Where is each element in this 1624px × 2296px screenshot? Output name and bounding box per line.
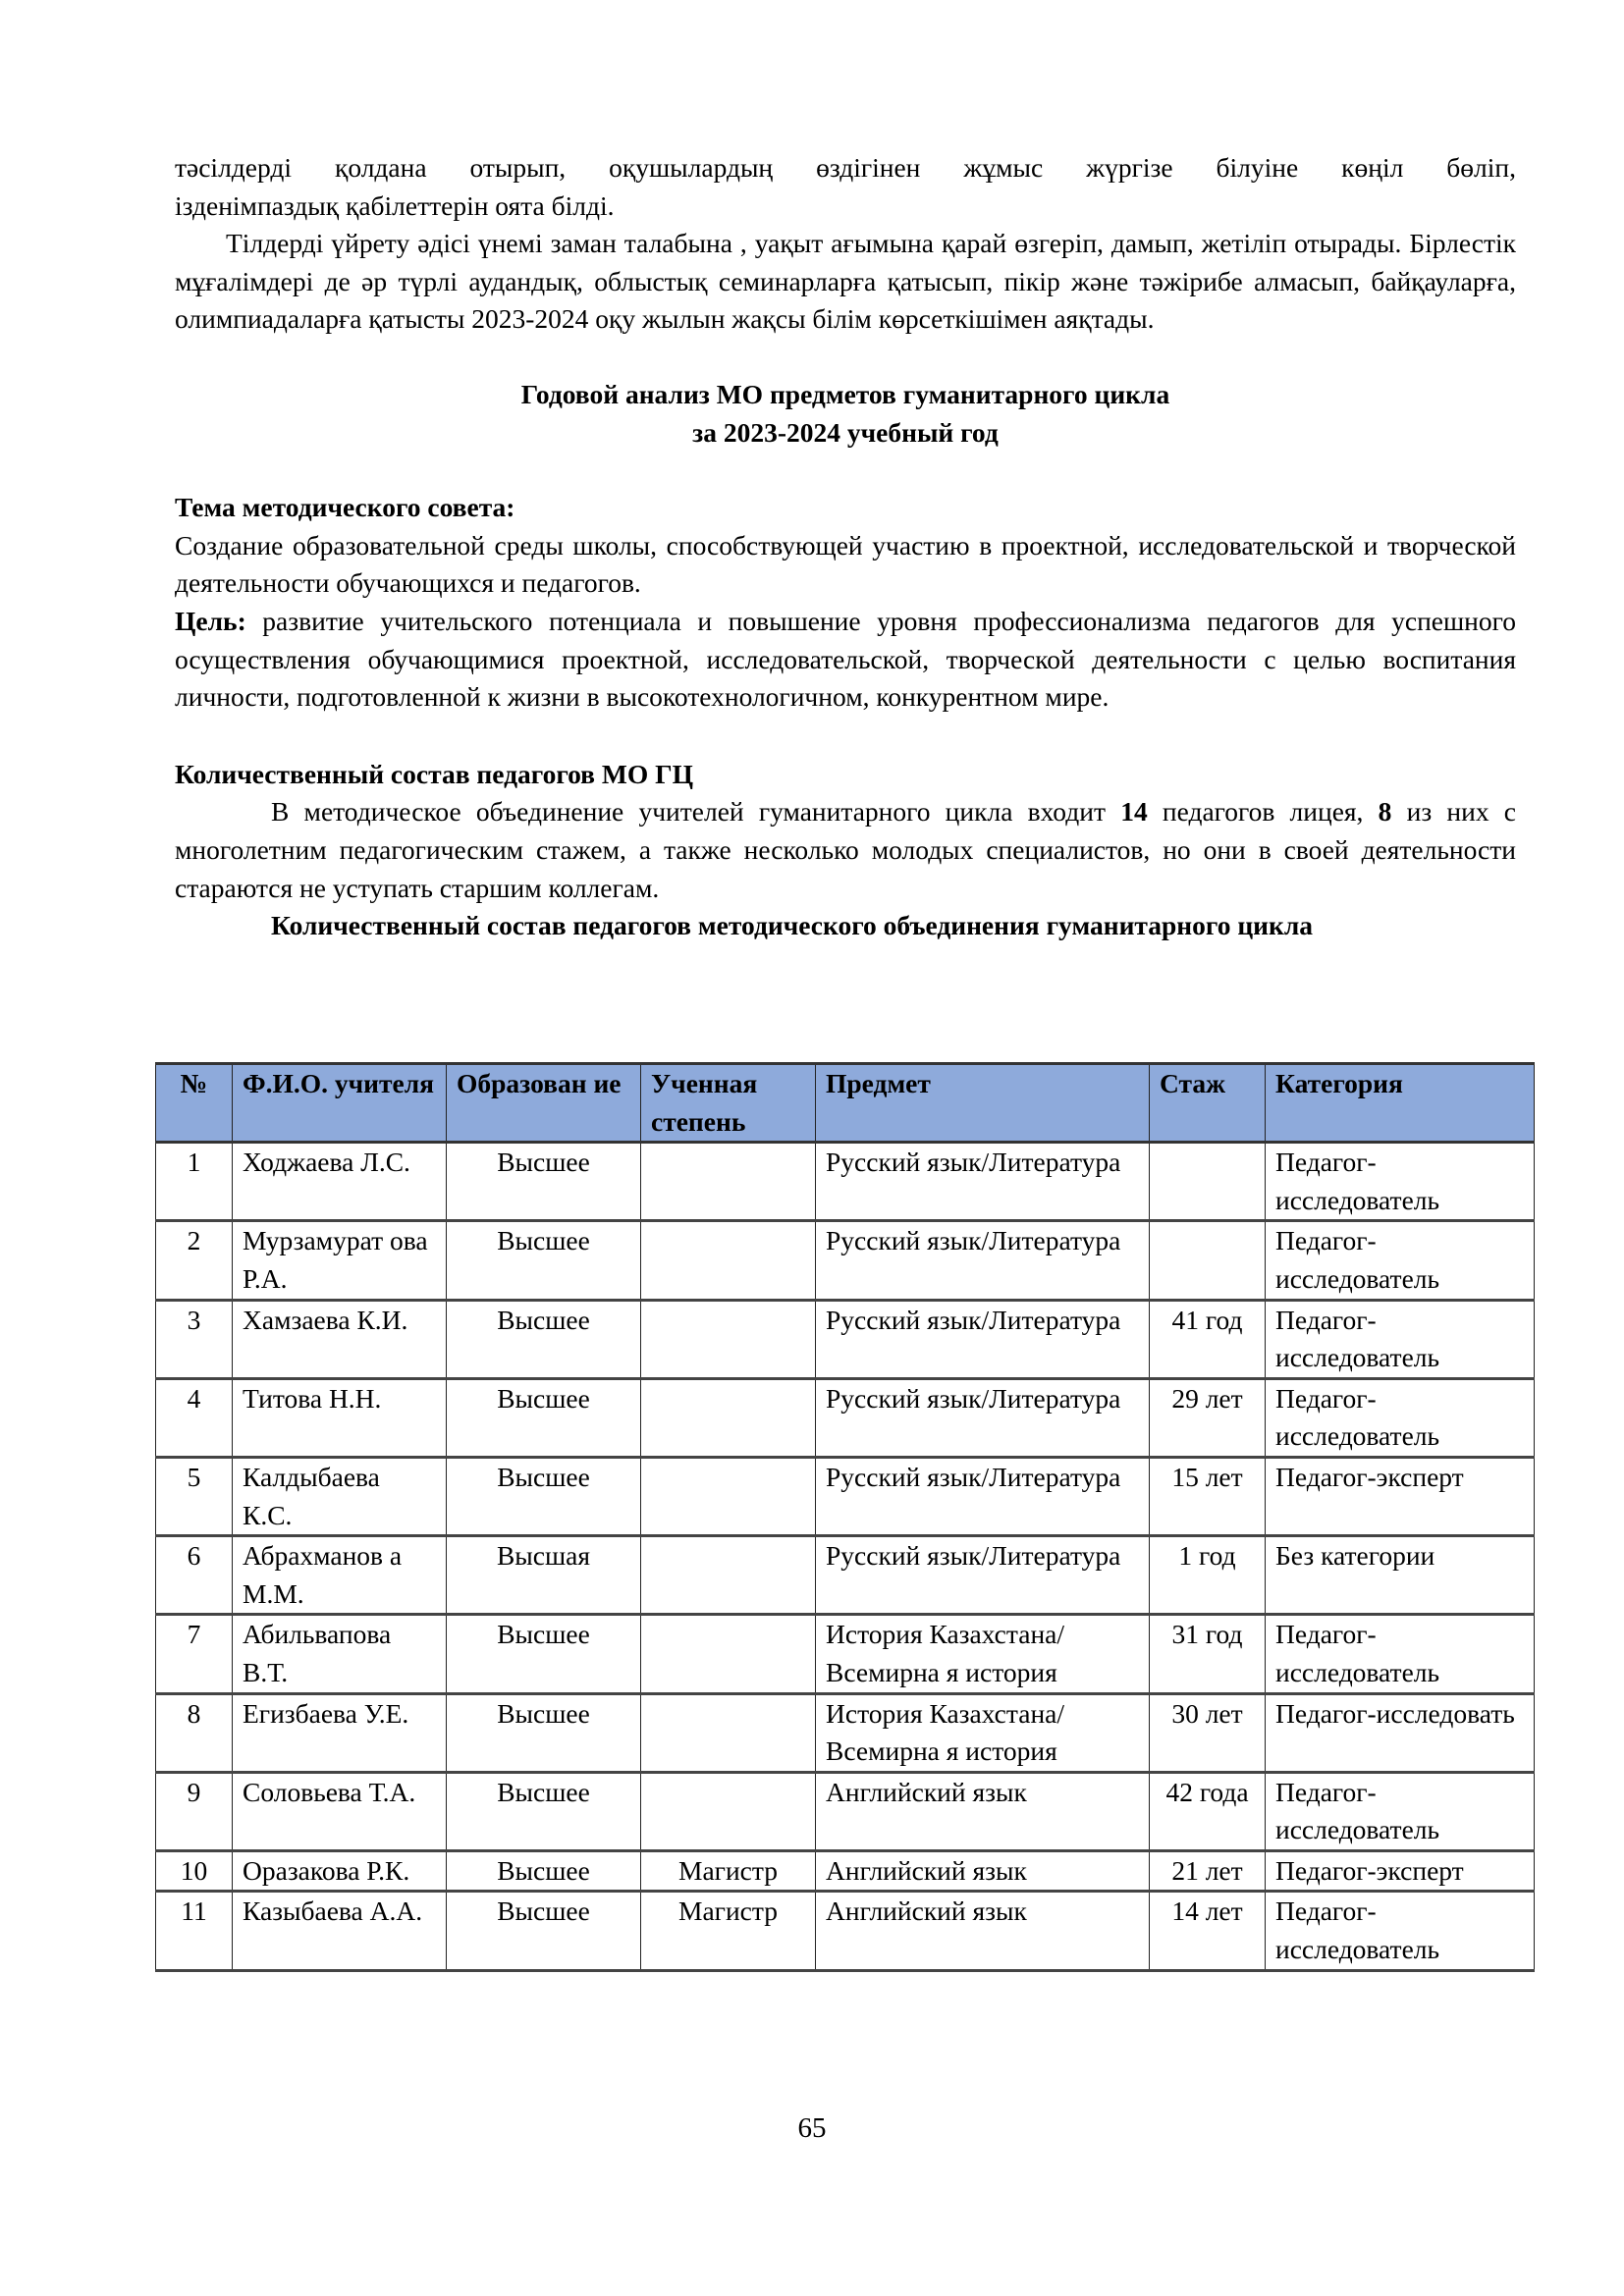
cell-category: Педагог-исследователь	[1266, 1892, 1535, 1970]
cell-academic-degree: Магистр	[641, 1850, 816, 1892]
cell-category: Без категории	[1266, 1536, 1535, 1615]
teachers-table	[155, 1062, 1535, 1972]
table-row	[156, 1536, 1535, 1615]
cell-academic-degree	[641, 1300, 816, 1378]
cell-teacher-name: Егизбаева У.Е.	[233, 1693, 447, 1772]
cell-teacher-name: Титова Н.Н.	[233, 1378, 447, 1457]
cell-experience: 41 год	[1150, 1300, 1266, 1378]
cell-row-number: 4	[156, 1378, 233, 1457]
cell-education: Высшее	[447, 1615, 641, 1693]
column-header-subject: Предмет	[816, 1064, 1150, 1143]
cell-academic-degree	[641, 1772, 816, 1850]
cell-row-number: 2	[156, 1221, 233, 1300]
cell-academic-degree	[641, 1457, 816, 1535]
cell-category: Педагог-исследователь	[1266, 1300, 1535, 1378]
report-title-line-2: за 2023-2024 учебный год	[692, 416, 999, 448]
table-row	[156, 1143, 1535, 1221]
document-page	[175, 149, 1516, 943]
cell-subject: Русский язык/Литература	[816, 1221, 1150, 1300]
cell-education: Высшее	[447, 1300, 641, 1378]
cell-experience: 1 год	[1150, 1536, 1266, 1615]
table-row	[156, 1850, 1535, 1892]
cell-experience	[1150, 1143, 1266, 1221]
cell-category: Педагог-исследователь	[1266, 1221, 1535, 1300]
table-row	[156, 1300, 1535, 1378]
page-number: 65	[797, 2112, 827, 2144]
cell-academic-degree	[641, 1378, 816, 1457]
cell-teacher-name: Калдыбаева К.С.	[233, 1457, 447, 1535]
cell-teacher-name: Соловьева Т.А.	[233, 1772, 447, 1850]
cell-subject: Русский язык/Литература	[816, 1457, 1150, 1535]
table-row	[156, 1457, 1535, 1535]
cell-row-number: 3	[156, 1300, 233, 1378]
cell-academic-degree	[641, 1143, 816, 1221]
cell-row-number: 8	[156, 1693, 233, 1772]
cell-education: Высшее	[447, 1378, 641, 1457]
cell-education: Высшее	[447, 1850, 641, 1892]
table-row	[156, 1615, 1535, 1693]
column-header-experience: Стаж	[1150, 1064, 1266, 1143]
cell-academic-degree	[641, 1615, 816, 1693]
goal-label: Цель:	[175, 605, 246, 636]
cell-teacher-name: Казыбаева А.А.	[233, 1892, 447, 1970]
cell-academic-degree	[641, 1693, 816, 1772]
cell-experience: 30 лет	[1150, 1693, 1266, 1772]
cell-row-number: 1	[156, 1143, 233, 1221]
intro-paragraph-1-line-2: ізденімпаздық қабілеттерін оята білді.	[175, 189, 615, 221]
cell-academic-degree	[641, 1221, 816, 1300]
cell-subject: Русский язык/Литература	[816, 1143, 1150, 1221]
table-row	[156, 1693, 1535, 1772]
cell-subject: История Казахстана/Всемирна я история	[816, 1615, 1150, 1693]
column-header-name: Ф.И.О. учителя	[233, 1064, 447, 1143]
cell-row-number: 11	[156, 1892, 233, 1970]
cell-category: Педагог-исследователь	[1266, 1378, 1535, 1457]
composition-heading: Количественный состав педагогов МО ГЦ	[175, 758, 694, 789]
cell-row-number: 10	[156, 1850, 233, 1892]
cell-education: Высшее	[447, 1772, 641, 1850]
cell-teacher-name: Хамзаева К.И.	[233, 1300, 447, 1378]
cell-education: Высшая	[447, 1536, 641, 1615]
cell-education: Высшее	[447, 1143, 641, 1221]
cell-subject: Русский язык/Литература	[816, 1300, 1150, 1378]
cell-category: Педагог-эксперт	[1266, 1457, 1535, 1535]
cell-category: Педагог-исследователь	[1266, 1143, 1535, 1221]
cell-row-number: 6	[156, 1536, 233, 1615]
cell-teacher-name: Абрахманов а М.М.	[233, 1536, 447, 1615]
cell-experience: 31 год	[1150, 1615, 1266, 1693]
report-title-line-1: Годовой анализ МО предметов гуманитарного цикла	[520, 378, 1170, 409]
table-row	[156, 1892, 1535, 1970]
table-row	[156, 1378, 1535, 1457]
cell-teacher-name: Абильвапова В.Т.	[233, 1615, 447, 1693]
table-row	[156, 1221, 1535, 1300]
theme-heading: Тема методического совета:	[175, 492, 515, 523]
cell-row-number: 9	[156, 1772, 233, 1850]
composition-text-part: из них с многолетним педагогическим стажем, а также несколько молодых специалистов, но они в своей деятельности стараются не уступать старшим коллегам.	[175, 796, 1516, 903]
cell-teacher-name: Ходжаева Л.С.	[233, 1143, 447, 1221]
senior-teachers-count: 8	[1378, 796, 1392, 828]
intro-paragraph-1-line-1: тәсілдерді қолдана отырып, оқушылардың өздігінен жұмыс жүргізе білуіне көңіл бөліп,	[175, 152, 1516, 183]
cell-category: Педагог-исследовать	[1266, 1693, 1535, 1772]
cell-education: Высшее	[447, 1693, 641, 1772]
cell-education: Высшее	[447, 1892, 641, 1970]
cell-category: Педагог-эксперт	[1266, 1850, 1535, 1892]
column-header-number: №	[156, 1064, 233, 1143]
goal-text: развитие учительского потенциала и повышение уровня профессионализма педагогов для успешного осуществления обучающимися проектной, исследовательской, творческой деятельности с целью воспитания личности, подготовленной к жизни в высокотехнологичном, конкурентном мире.	[175, 605, 1516, 713]
cell-experience: 29 лет	[1150, 1378, 1266, 1457]
composition-text-part: В методическое объединение учителей гуманитарного цикла входит	[271, 796, 1121, 828]
column-header-education: Образован ие	[447, 1064, 641, 1143]
cell-subject: Русский язык/Литература	[816, 1378, 1150, 1457]
cell-experience: 42 года	[1150, 1772, 1266, 1850]
table-row	[156, 1772, 1535, 1850]
cell-academic-degree: Магистр	[641, 1892, 816, 1970]
cell-academic-degree	[641, 1536, 816, 1615]
cell-education: Высшее	[447, 1457, 641, 1535]
table-caption: Количественный состав педагогов методического объединения гуманитарного цикла	[271, 910, 1314, 941]
theme-text: Создание образовательной среды школы, способствующей участию в проектной, исследовательской и творческой деятельности обучающихся и педагогов.	[175, 529, 1516, 599]
total-teachers-count: 14	[1120, 796, 1148, 828]
cell-experience: 14 лет	[1150, 1892, 1266, 1970]
column-header-degree: Ученная степень	[641, 1064, 816, 1143]
cell-experience: 15 лет	[1150, 1457, 1266, 1535]
cell-category: Педагог-исследователь	[1266, 1615, 1535, 1693]
cell-experience	[1150, 1221, 1266, 1300]
goal-paragraph	[175, 603, 1516, 717]
column-header-category: Категория	[1266, 1064, 1535, 1143]
cell-subject: Английский язык	[816, 1772, 1150, 1850]
cell-subject: Английский язык	[816, 1850, 1150, 1892]
cell-row-number: 5	[156, 1457, 233, 1535]
table-header-row	[156, 1064, 1535, 1143]
cell-education: Высшее	[447, 1221, 641, 1300]
cell-teacher-name: Оразакова Р.К.	[233, 1850, 447, 1892]
cell-experience: 21 лет	[1150, 1850, 1266, 1892]
composition-text	[175, 793, 1516, 907]
intro-paragraph-2: Тілдерді үйрету әдісі үнемі заман талабына , уақыт ағымына қарай өзгеріп, дамып, жетіліп отырады. Бірлестік мұғалімдері де әр түрлі аудандық, облыстық семинарларға қатысып, пікір және тәжірибе алмасып, байқауларға, олимпиадаларға қатысты 2023-2024 оқу жылын жақсы білім көрсеткішімен аяқтады.	[175, 228, 1516, 335]
cell-teacher-name: Мурзамурат ова Р.А.	[233, 1221, 447, 1300]
cell-row-number: 7	[156, 1615, 233, 1693]
cell-subject: Английский язык	[816, 1892, 1150, 1970]
cell-category: Педагог-исследователь	[1266, 1772, 1535, 1850]
cell-subject: История Казахстана/Всемирна я история	[816, 1693, 1150, 1772]
composition-text-part: педагогов лицея,	[1147, 796, 1379, 828]
cell-subject: Русский язык/Литература	[816, 1536, 1150, 1615]
